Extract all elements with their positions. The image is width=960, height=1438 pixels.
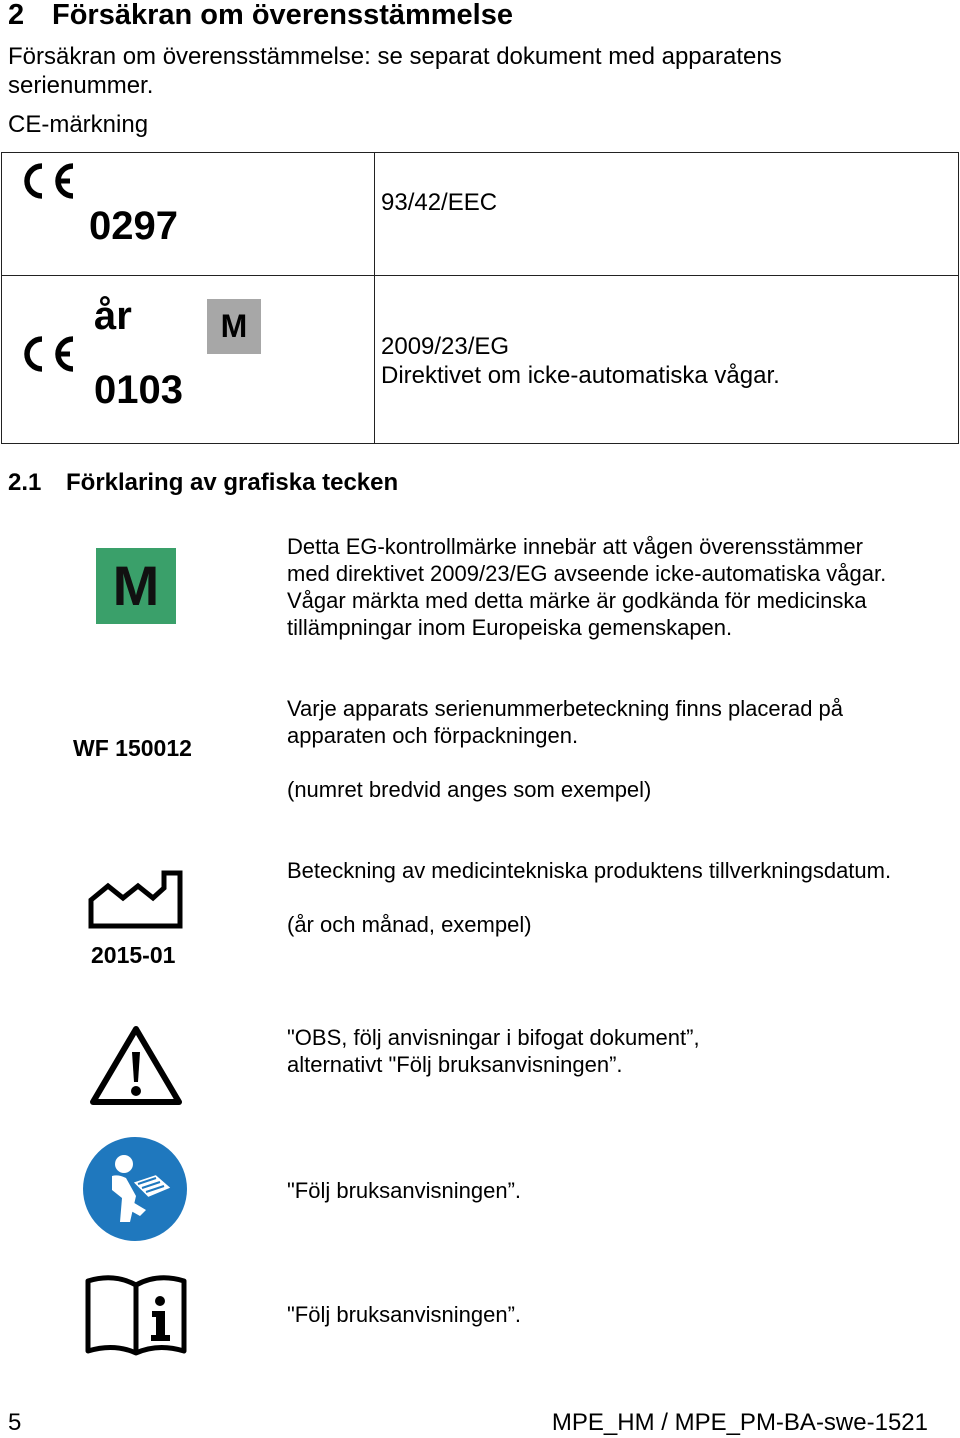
factory-icon	[88, 870, 184, 930]
ce-cell-mark-1	[2, 153, 375, 276]
desc-line: alternativt "Följ bruksanvisningen”.	[287, 1052, 623, 1077]
ce-cell-directive-1	[375, 153, 959, 276]
document-code: MPE_HM / MPE_PM-BA-swe-1521	[551, 1409, 928, 1436]
subsection-title: Förklaring av grafiska tecken	[66, 469, 399, 496]
subsection-number: 2.1	[8, 469, 42, 496]
ce-row-1	[2, 153, 959, 276]
desc-line: Varje apparats serienummerbeteckning finns placerad på	[287, 696, 844, 721]
metrology-m-badge: M	[207, 299, 261, 354]
year-label: år	[94, 294, 132, 338]
m-green-icon: M	[96, 548, 176, 624]
warning-description	[287, 1024, 947, 1078]
intro-text: Försäkran om överensstämmelse: se separat dokument med apparatens serienummer.	[8, 43, 782, 99]
serial-number-description	[287, 695, 947, 803]
desc-line: apparaten och förpackningen.	[287, 723, 579, 748]
directive-93-42: 93/42/EEC	[381, 189, 498, 216]
manual-reader-icon	[82, 1136, 188, 1242]
m-mark-description	[287, 533, 947, 641]
section-title: Försäkran om överensstämmelse	[52, 0, 513, 31]
ce-cell-directive-2	[375, 276, 959, 444]
desc-note: (numret bredvid anges som exempel)	[287, 777, 652, 802]
page-number: 5	[8, 1409, 22, 1436]
directive-2009-23: 2009/23/EG	[381, 333, 510, 360]
ce-marking-label: CE-märkning	[8, 111, 149, 138]
desc-line: tillämpningar inom Europeiska gemenskapen.	[287, 615, 733, 640]
desc-line: Vågar märkta med detta märke är godkända för medicinska	[287, 588, 867, 613]
info-manual-description	[287, 1301, 947, 1328]
serial-number-example: WF 150012	[73, 735, 192, 761]
manufacture-date-example: 2015-01	[91, 942, 176, 968]
manufacture-date-description	[287, 857, 947, 938]
desc-note: (år och månad, exempel)	[287, 912, 532, 937]
desc-line: "Följ bruksanvisningen”.	[287, 1178, 522, 1203]
desc-line: "Följ bruksanvisningen”.	[287, 1302, 522, 1327]
desc-line: "OBS, följ anvisningar i bifogat dokument”,	[287, 1025, 700, 1050]
warning-icon	[89, 1024, 183, 1106]
ce-marking-table	[1, 152, 959, 444]
directive-description: Direktivet om icke-automatiska vågar.	[381, 362, 780, 389]
section-number: 2	[8, 0, 25, 31]
ce-cell-mark-2	[2, 276, 375, 444]
desc-line: Beteckning av medicintekniska produktens tillverkningsdatum.	[287, 858, 892, 883]
ce-mark-icon	[16, 336, 76, 372]
desc-line: Detta EG-kontrollmärke innebär att vågen överensstämmer	[287, 534, 863, 559]
read-manual-description	[287, 1177, 947, 1204]
book-info-icon	[84, 1271, 188, 1357]
ce-row-2	[2, 276, 959, 444]
desc-line: med direktivet 2009/23/EG avseende icke-automatiska vågar.	[287, 561, 887, 586]
ce-mark-icon	[16, 163, 76, 199]
subsection-heading	[8, 468, 398, 498]
notified-body-number-2: 0103	[94, 368, 183, 412]
notified-body-number: 0297	[89, 204, 178, 248]
section-heading	[8, 0, 513, 32]
